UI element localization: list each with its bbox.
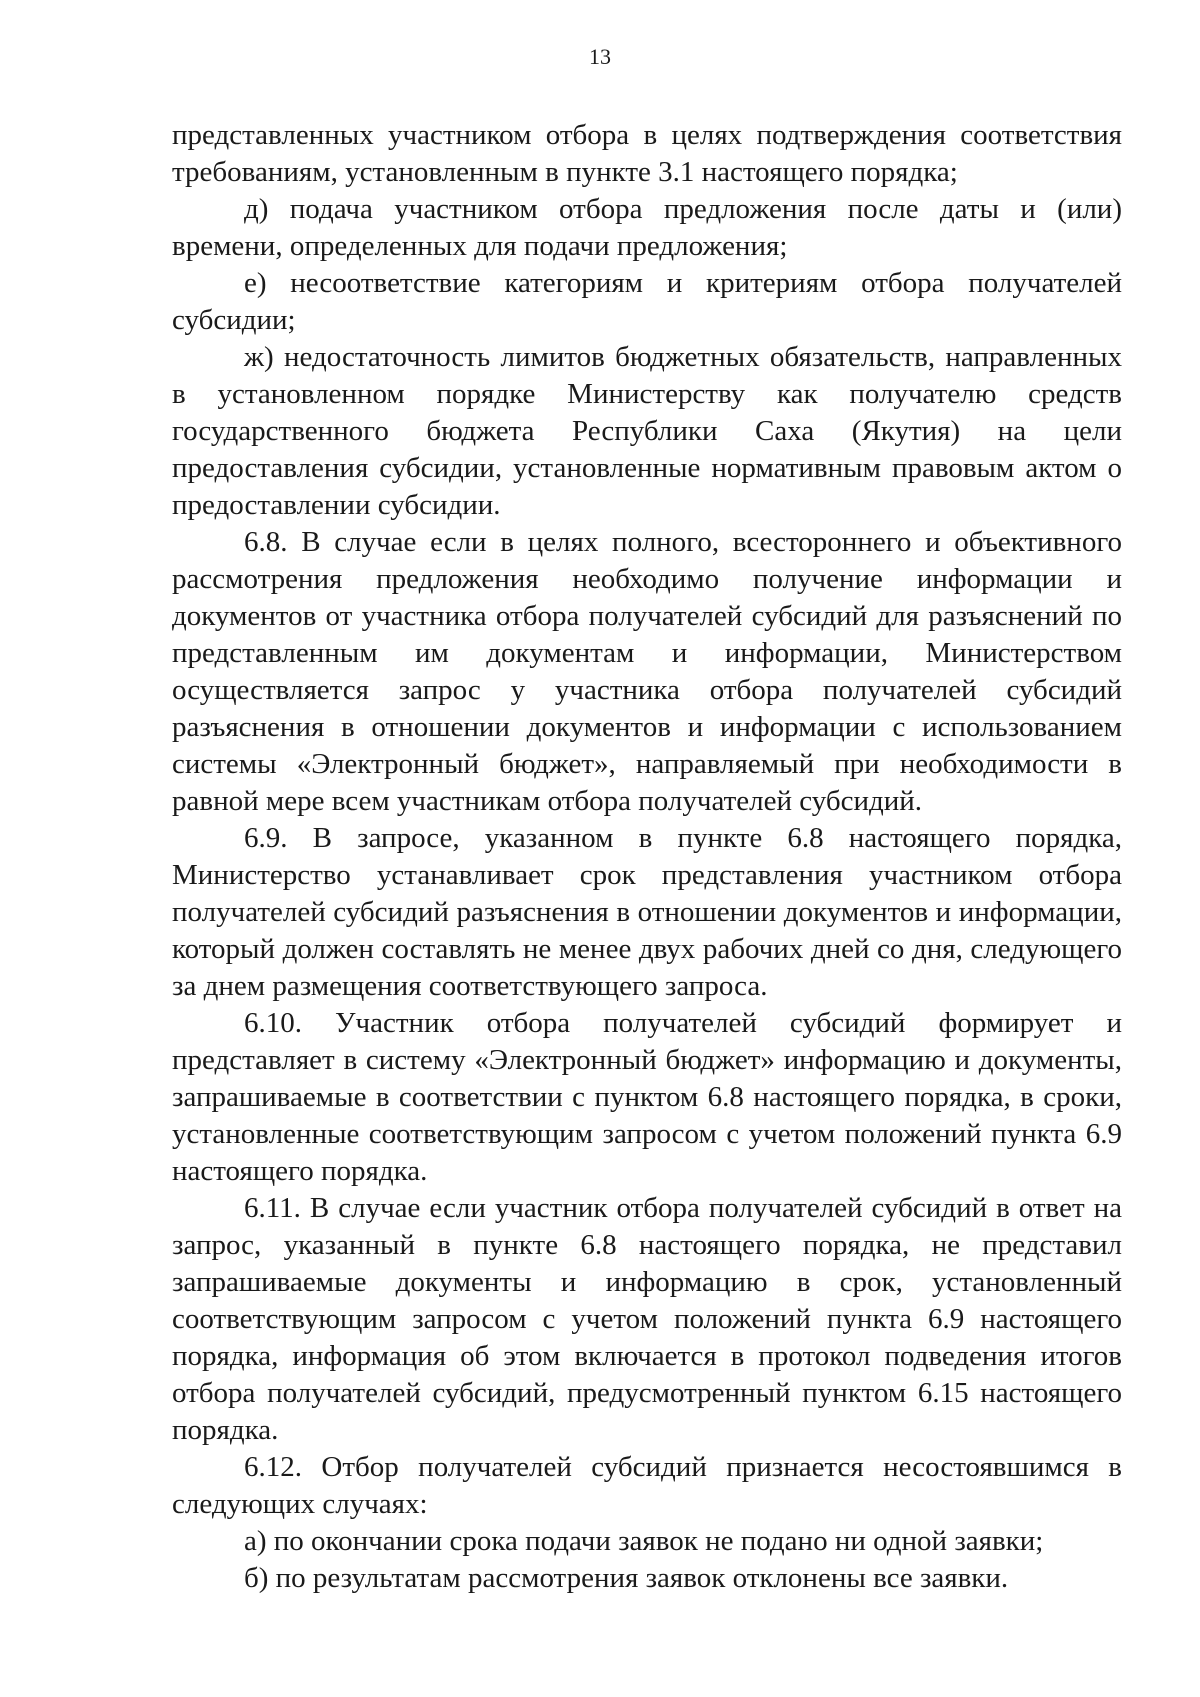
- paragraph-item-e: е) несоответствие категориям и критериям отбора получателей субсидии;: [172, 267, 1122, 336]
- paragraph-6-12: 6.12. Отбор получателей субсидий признается несостоявшимся в следующих случаях:: [172, 1451, 1122, 1520]
- paragraph-item-d: д) подача участником отбора предложения после даты и (или) времени, определенных для подачи предложения;: [172, 193, 1122, 262]
- page-number: 13: [589, 44, 611, 69]
- paragraph-item-b: б) по результатам рассмотрения заявок отклонены все заявки.: [244, 1562, 1009, 1594]
- document-body: [172, 117, 1122, 1597]
- paragraph-6-11: 6.11. В случае если участник отбора получателей субсидий в ответ на запрос, указанный в пункте 6.8 настоящего порядка, не представил запрашиваемые документы и информацию в срок, установленный соответствующим запросом с учетом положений пункта 6.9 настоящего порядка, информация об этом включается в протокол подведения итогов отбора получателей субсидий, предусмотренный пунктом 6.15 настоящего порядка.: [172, 1192, 1122, 1446]
- paragraph-6-8: 6.8. В случае если в целях полного, всестороннего и объективного рассмотрения предложения необходимо получение информации и документов от участника отбора получателей субсидий для разъяснений по представленным им документам и информации, Министерством осуществляется запрос у участника отбора получателей субсидий разъяснения в отношении документов и информации с использованием системы «Электронный бюджет», направляемый при необходимости в равной мере всем участникам отбора получателей субсидий.: [172, 526, 1122, 817]
- paragraph-6-9: 6.9. В запросе, указанном в пункте 6.8 настоящего порядка, Министерство устанавливает срок представления участником отбора получателей субсидий разъяснения в отношении документов и информации, который должен составлять не менее двух рабочих дней со дня, следующего за днем размещения соответствующего запроса.: [172, 822, 1122, 1002]
- paragraph-continuation: представленных участником отбора в целях подтверждения соответствия требованиям, установленным в пункте 3.1 настоящего порядка;: [172, 119, 1122, 188]
- paragraph-item-zh: ж) недостаточность лимитов бюджетных обязательств, направленных в установленном порядке Министерству как получателю средств государственного бюджета Республики Саха (Якутия) на цели предоставления субсидии, установленные нормативным правовым актом о предоставлении субсидии.: [172, 341, 1122, 521]
- paragraph-item-a: а) по окончании срока подачи заявок не подано ни одной заявки;: [244, 1525, 1044, 1557]
- paragraph-6-10: 6.10. Участник отбора получателей субсидий формирует и представляет в систему «Электронный бюджет» информацию и документы, запрашиваемые в соответствии с пунктом 6.8 настоящего порядка, в сроки, установленные соответствующим запросом с учетом положений пункта 6.9 настоящего порядка.: [172, 1007, 1122, 1187]
